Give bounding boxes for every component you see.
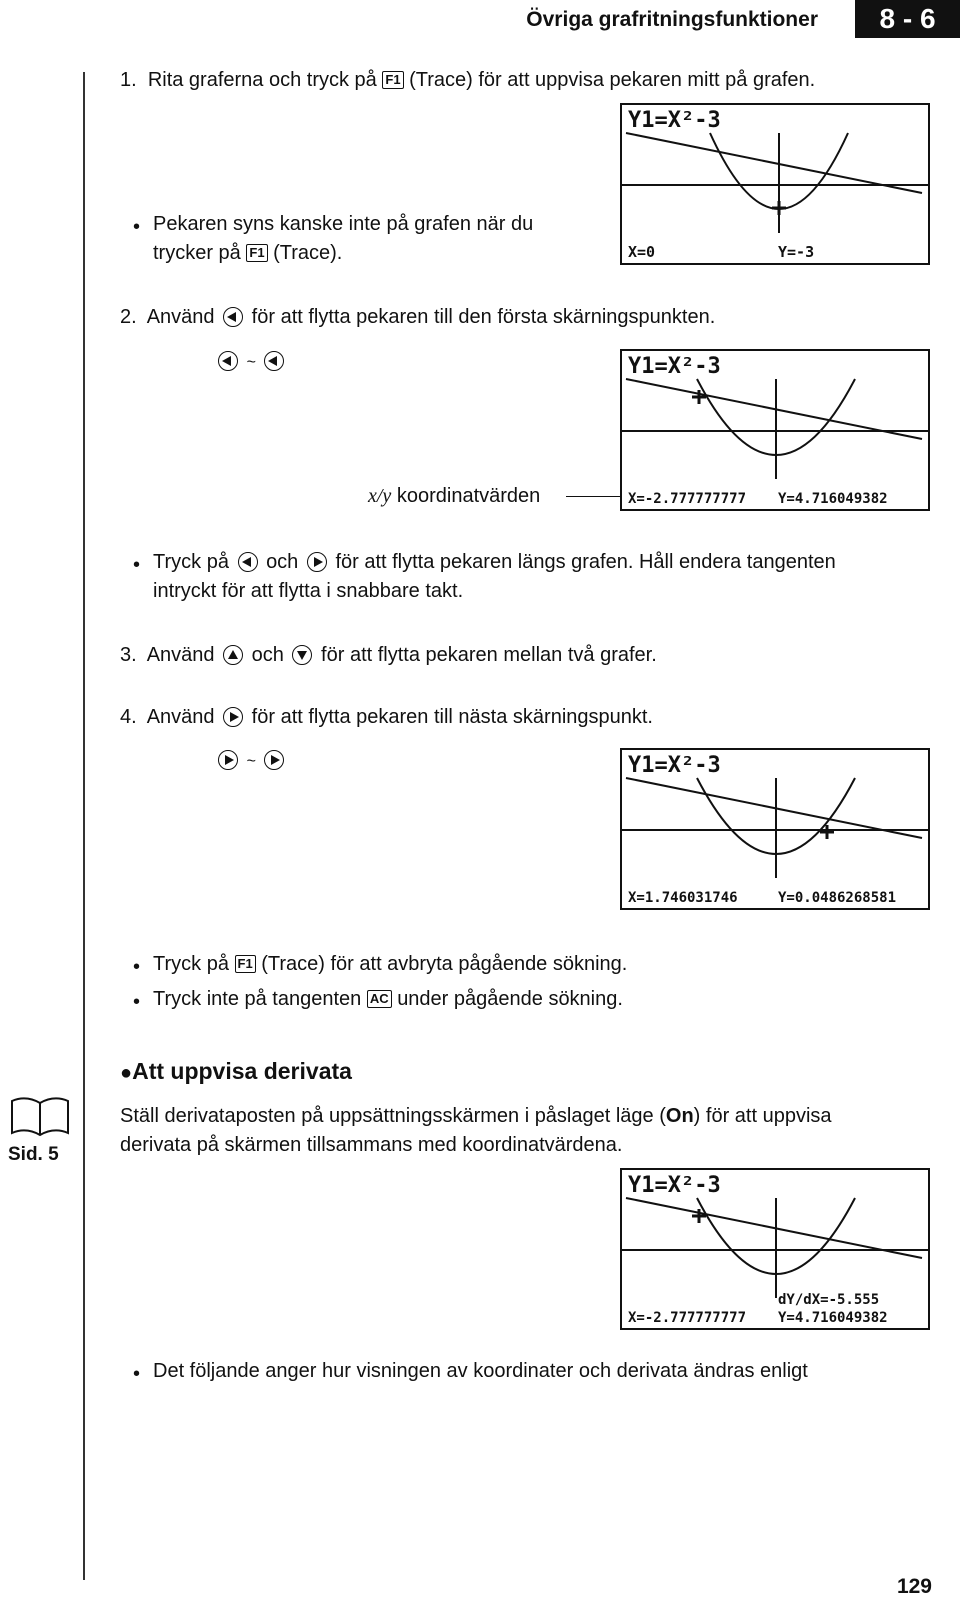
derivative-value: dY/dX=-5.555 bbox=[778, 1292, 880, 1308]
x-value: X=0 bbox=[628, 243, 656, 261]
book-icon bbox=[8, 1095, 72, 1137]
ac-key-icon: AC bbox=[367, 990, 392, 1008]
step-2: 2. Använd för att flytta pekaren till den första skärningspunkten. bbox=[120, 306, 716, 328]
step-3: 3. Använd och för att flytta pekaren mellan två grafer. bbox=[120, 644, 657, 666]
bullet-note-2: Tryck på och för att flytta pekaren längs grafen. Håll endera tangenten intryckt för att flytta i snabbare takt. bbox=[153, 551, 836, 602]
svg-text:X=-2.777777777: X=-2.777777777 bbox=[628, 1310, 747, 1326]
derivative-paragraph: Ställ derivataposten på uppsättningsskärmen i påslaget läge (On) för att uppvisa derivata på skärmen tillsammans med koordinatvärdena. bbox=[120, 1105, 832, 1156]
up-arrow-key-icon bbox=[223, 645, 243, 665]
function-label: Y1=X²-3 bbox=[628, 108, 721, 133]
left-arrow-key-icon bbox=[223, 307, 243, 327]
svg-text:X=-2.777777777: X=-2.777777777 bbox=[628, 491, 747, 507]
left-arrow-key-icon bbox=[238, 552, 258, 572]
svg-text:Y1=X²-3: Y1=X²-3 bbox=[628, 354, 721, 379]
bullet-note-5: Det följande anger hur visningen av koordinater och derivata ändras enligt bbox=[153, 1360, 808, 1382]
right-arrow-key-icon bbox=[223, 707, 243, 727]
left-arrow-key-icon bbox=[264, 351, 284, 371]
key-sequence-left: ~ bbox=[215, 347, 287, 377]
right-arrow-key-icon bbox=[307, 552, 327, 572]
down-arrow-key-icon bbox=[292, 645, 312, 665]
svg-text:Y=4.716049382: Y=4.716049382 bbox=[778, 491, 888, 507]
calculator-screen-2 bbox=[620, 349, 930, 511]
y-value: Y=-3 bbox=[778, 243, 815, 261]
svg-text:Y1=X²-3: Y1=X²-3 bbox=[628, 1173, 721, 1198]
f1-key-icon: F1 bbox=[246, 244, 267, 262]
svg-text:Y1=X²-3: Y1=X²-3 bbox=[628, 753, 721, 778]
key-sequence-right: ~ bbox=[215, 746, 287, 776]
chapter-title: Övriga grafritningsfunktioner bbox=[526, 8, 818, 31]
page-reference bbox=[8, 1095, 72, 1166]
step-4: 4. Använd för att flytta pekaren till nästa skärningspunkt. bbox=[120, 706, 653, 728]
section-heading: ●Att uppvisa derivata bbox=[120, 1058, 352, 1084]
page-reference-label: Sid. 5 bbox=[8, 1144, 59, 1165]
bullet-note-3: Tryck på F1 (Trace) för att avbryta pågående sökning. bbox=[153, 953, 628, 975]
margin-rule bbox=[83, 72, 85, 1580]
step-1: 1. Rita graferna och tryck på F1 (Trace) för att uppvisa pekaren mitt på grafen. bbox=[120, 69, 816, 91]
left-arrow-key-icon bbox=[218, 351, 238, 371]
page-number: 129 bbox=[896, 1575, 932, 1598]
calculator-screen-1 bbox=[620, 103, 930, 265]
right-arrow-key-icon bbox=[264, 750, 284, 770]
right-arrow-key-icon bbox=[218, 750, 238, 770]
bullet-note-1: Pekaren syns kanske inte på grafen när du trycker på F1 (Trace). bbox=[153, 213, 534, 264]
calculator-screen-3 bbox=[620, 748, 930, 910]
svg-text:Y=0.0486268581: Y=0.0486268581 bbox=[778, 890, 897, 906]
svg-text:X=1.746031746: X=1.746031746 bbox=[628, 890, 738, 906]
bullet-note-4: Tryck inte på tangenten AC under pågående sökning. bbox=[153, 988, 623, 1010]
f1-key-icon: F1 bbox=[235, 955, 256, 973]
svg-text:Y=4.716049382: Y=4.716049382 bbox=[778, 1310, 888, 1326]
calculator-screen-4 bbox=[620, 1168, 930, 1330]
section-number: 8 - 6 bbox=[855, 0, 960, 38]
callout-line bbox=[566, 496, 622, 497]
f1-key-icon: F1 bbox=[382, 71, 403, 89]
coordinate-callout: x/y koordinatvärden bbox=[368, 485, 541, 507]
